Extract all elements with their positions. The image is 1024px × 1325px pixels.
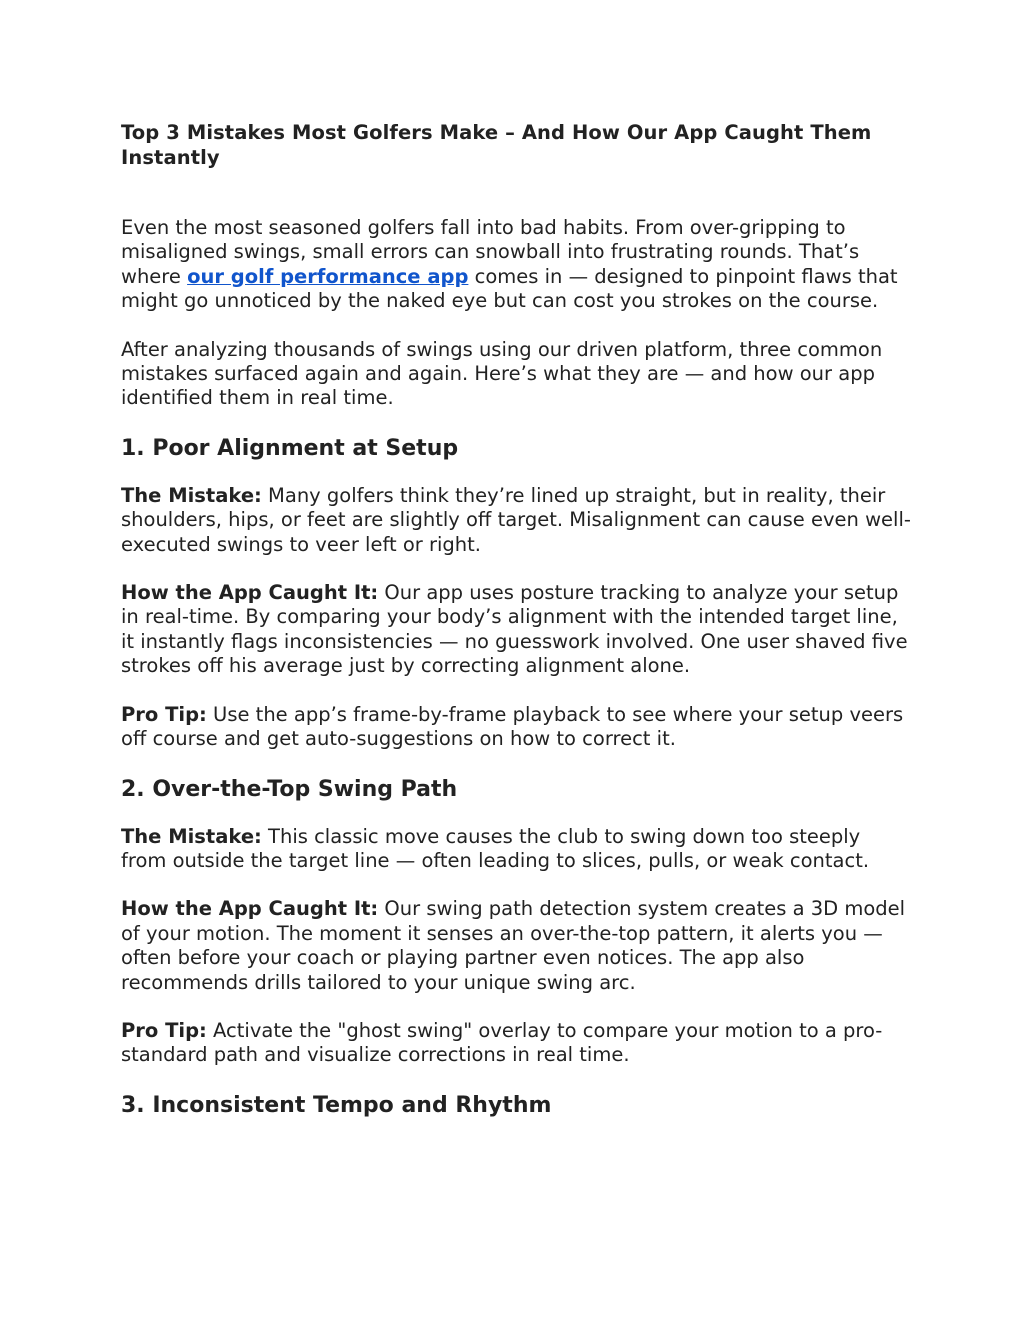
section-2-tip [121, 1019, 911, 1068]
section-1-tip [121, 703, 911, 752]
caught-label: How the App Caught It: [121, 581, 379, 605]
pro-tip-label: Pro Tip: [121, 1018, 207, 1042]
document-title: Top 3 Mistakes Most Golfers Make – And How Our App Caught Them Instantly [121, 121, 872, 169]
mistake-text: This classic move causes the club to swing down too steeply from outside the target line — often leading to slices, pulls, or weak contact. [121, 824, 870, 872]
golf-app-link[interactable]: our golf performance app [187, 264, 469, 288]
pro-tip-text: Activate the "ghost swing" overlay to compare your motion to a pro-standard path and visualize corrections in real time. [121, 1018, 883, 1067]
caught-text: Our app uses posture tracking to analyze your setup in real-time. By comparing your body’s alignment with the intended target line, it instantly flags inconsistencies — no guesswork involved. One user shaved five strokes off his average just by correcting alignment alone. [121, 581, 908, 678]
pro-tip-label: Pro Tip: [121, 702, 207, 726]
intro-text-after-link: comes in — designed to pinpoint flaws that might go unnoticed by the naked eye but can cost you strokes on the course. [121, 264, 898, 313]
pro-tip-text: Use the app’s frame-by-frame playback to see where your setup veers off course and get auto-suggestions on how to correct it. [121, 702, 904, 751]
intro-paragraph-2: After analyzing thousands of swings using our driven platform, three common mistakes surfaced again and again. Here’s what they are — and how our app identified them in real time. [121, 337, 883, 410]
section-1-caught [121, 581, 911, 679]
section-heading-swing-path: 2. Over-the-Top Swing Path [121, 776, 458, 802]
section-heading-alignment: 1. Poor Alignment at Setup [121, 435, 459, 461]
document-page [121, 120, 911, 1141]
section-heading-tempo: 3. Inconsistent Tempo and Rhythm [121, 1092, 552, 1118]
mistake-label: The Mistake: [121, 483, 262, 507]
intro-paragraph-1 [121, 216, 911, 314]
section-2-caught [121, 897, 911, 995]
intro-text-before-link: Even the most seasoned golfers fall into bad habits. From over-gripping to misaligned swings, small errors can snowball into frustrating rounds. That’s where [121, 216, 860, 288]
caught-label: How the App Caught It: [121, 897, 379, 921]
caught-text: Our swing path detection system creates a 3D model of your motion. The moment it senses an over-the-top pattern, it alerts you — often before your coach or playing partner even notices. The app also recommends drills tailored to your unique swing arc. [121, 897, 906, 994]
mistake-text: Many golfers think they’re lined up straight, but in reality, their shoulders, hips, or feet are slightly off target. Misalignment can cause even well-executed swings to veer left or right. [121, 483, 911, 556]
mistake-label: The Mistake: [121, 824, 262, 848]
section-2-mistake [121, 825, 911, 874]
section-1-mistake [121, 484, 911, 557]
